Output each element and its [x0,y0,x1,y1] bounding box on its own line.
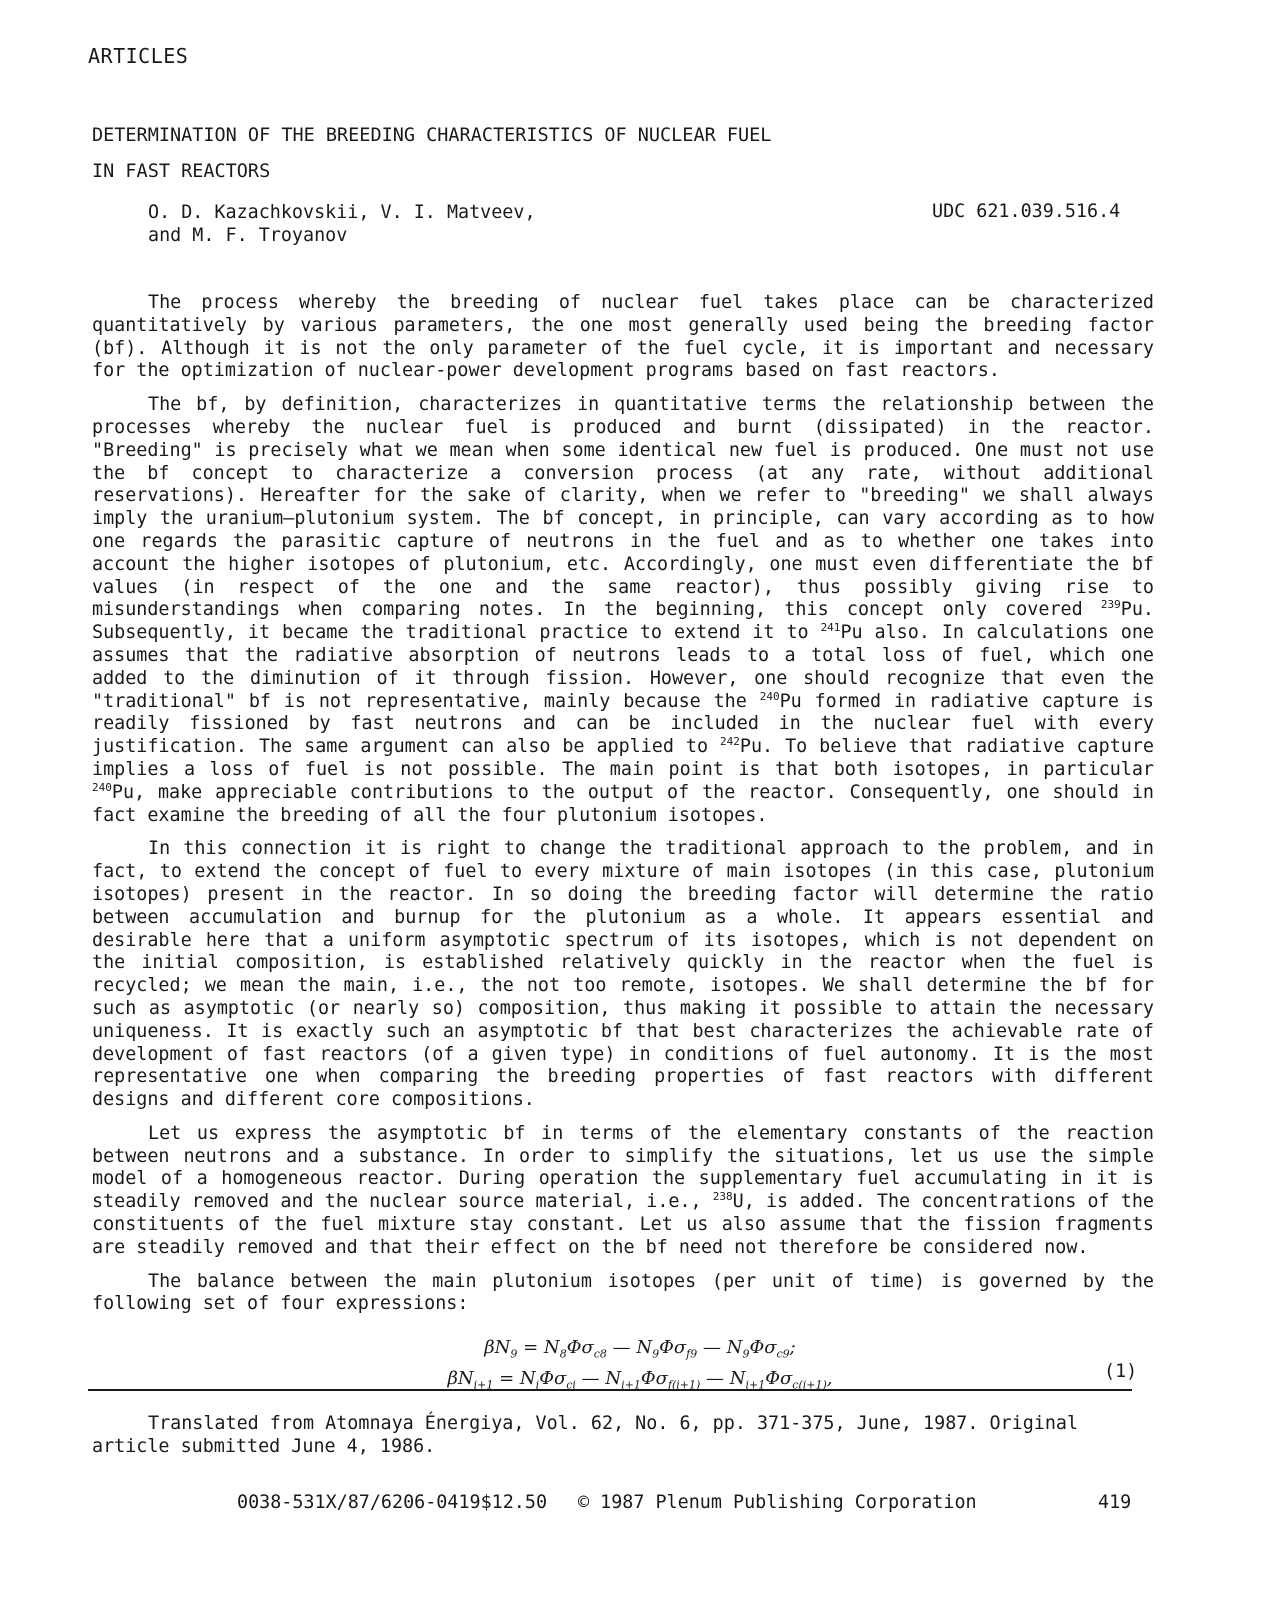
copyright-notice: © 1987 Plenum Publishing Corporation [578,1492,977,1513]
equation-block [380,1336,900,1397]
authors [148,201,536,247]
translation-text: Translated from Atomnaya Énergiya, Vol. 62, No. 6, pp. 371-375, June, 1987. Original article submitted June 4, 1986. [92,1413,1079,1457]
equation-2: $\beta N_{i+1} = N_i\Phi\sigma_{ci}$ — $N_{i+1}\Phi\sigma_{f(i+1)}$ — $N_{i+1}\Phi\sigma_{c(i+1)}$, [447,1367,833,1392]
article-body [92,292,1154,1327]
section-label: ARTICLES [88,44,189,68]
issn-code: 0038-531X/87/6206-0419$12.50 [237,1492,548,1513]
equation-1: $\beta N_9 = N_8\Phi\sigma_{c8}$ — $N_9\Phi\sigma_{f9}$ — $N_9\Phi\sigma_{c9}$; [484,1337,796,1361]
paragraph-1: The process whereby the breeding of nuclear fuel takes place can be characterized quantitatively by various parameters, the one most generally used being the breeding factor (bf). Although it is not the only parameter of the fuel cycle, it is important and necessary for the optimization of nuclear-power development programs based on fast reactors. [92,292,1154,382]
page-number: 419 [1098,1492,1132,1513]
paragraph-4: Let us express the asymptotic bf in terms of the elementary constants of the reaction between neutrons and a substance. In order to simplify the situations, let us use the simple model of a homogeneous reactor. During operation the supplementary fuel accumulating in it is steadily removed and the nuclear source material, i.e., $^{238}$U, is added. The concentrations of the constituents of the fuel mixture stay constant. Let us also assume that the fission fragments are steadily removed and that their effect on the bf need not therefore be considered now. [92,1122,1154,1258]
udc-code: UDC 621.039.516.4 [932,201,1121,222]
title-line-1: DETERMINATION OF THE BREEDING CHARACTERISTICS OF NUCLEAR FUEL [92,125,772,146]
equation-number: (1) [1104,1361,1138,1382]
title-line-2: IN FAST REACTORS [92,161,271,182]
paragraph-3: In this connection it is right to change the traditional approach to the problem, and in fact, to extend the concept of fuel to every mixture of main isotopes (in this case, plutonium isotopes) present in the reactor. In so doing the breeding factor will determine the ratio between accumulation and burnup for the plutonium as a whole. It appears essential and desirable here that a uniform asymptotic spectrum of its isotopes, which is not dependent on the initial composition, is established relatively quickly in the reactor when the fuel is recycled; we mean the main, i.e., the not too remote, isotopes. We shall determine the bf for such as asymptotic (or nearly so) composition, thus making it possible to attain the necessary uniqueness. It is exactly such an asymptotic bf that best characterizes the achievable rate of development of fast reactors (of a given type) in conditions of fuel autonomy. It is the most representative one when comparing the breeding properties of fast reactors with different designs and different core compositions. [92,838,1154,1111]
footnote-divider [88,1389,1132,1391]
paragraph-5: The balance between the main plutonium isotopes (per unit of time) is governed by the following set of four expressions: [92,1270,1154,1315]
authors-line-2: and M. F. Troyanov [148,225,348,246]
paragraph-2: The bf, by definition, characterizes in quantitative terms the relationship between the processes whereby the nuclear fuel is produced and burnt (dissipated) in the reactor. "Breeding" is precisely what we mean when some identical new fuel is produced. One must not use the bf concept to characterize a conversion process (at any rate, without additional reservations). Hereafter for the sake of clarity, when we refer to "breeding" we shall always imply the uranium—plutonium system. The bf concept, in principle, can vary according as to how one regards the parasitic capture of neutrons in the fuel and as to whether one takes into account the higher isotopes of plutonium, etc. Accordingly, one must even differentiate the bf values (in respect of the one and the same reactor), thus possibly giving rise to misunderstandings when comparing notes. In the beginning, this concept only covered $^{239}$Pu. Subsequently, it became the traditional practice to extend it to $^{241}$Pu also. In calculations one assumes that the radiative absorption of neutrons leads to a total loss of fuel, which one added to the diminution of it through fission. However, one should recognize that even the "traditional" bf is not representative, mainly because the $^{240}$Pu formed in radiative capture is readily fissioned by fast neutrons and can be included in the nuclear fuel with every justification. The same argument can also be applied to $^{242}$Pu. To believe that radiative capture implies a loss of fuel is not possible. The main point is that both isotopes, in particular $^{240}$Pu, make appreciable contributions to the output of the reactor. Consequently, one should in fact examine the breeding of all the four plutonium isotopes. [92,394,1155,826]
authors-line-1: O. D. Kazachkovskii, V. I. Matveev, [148,202,536,223]
article-title [92,118,992,190]
translation-note [92,1412,1154,1458]
